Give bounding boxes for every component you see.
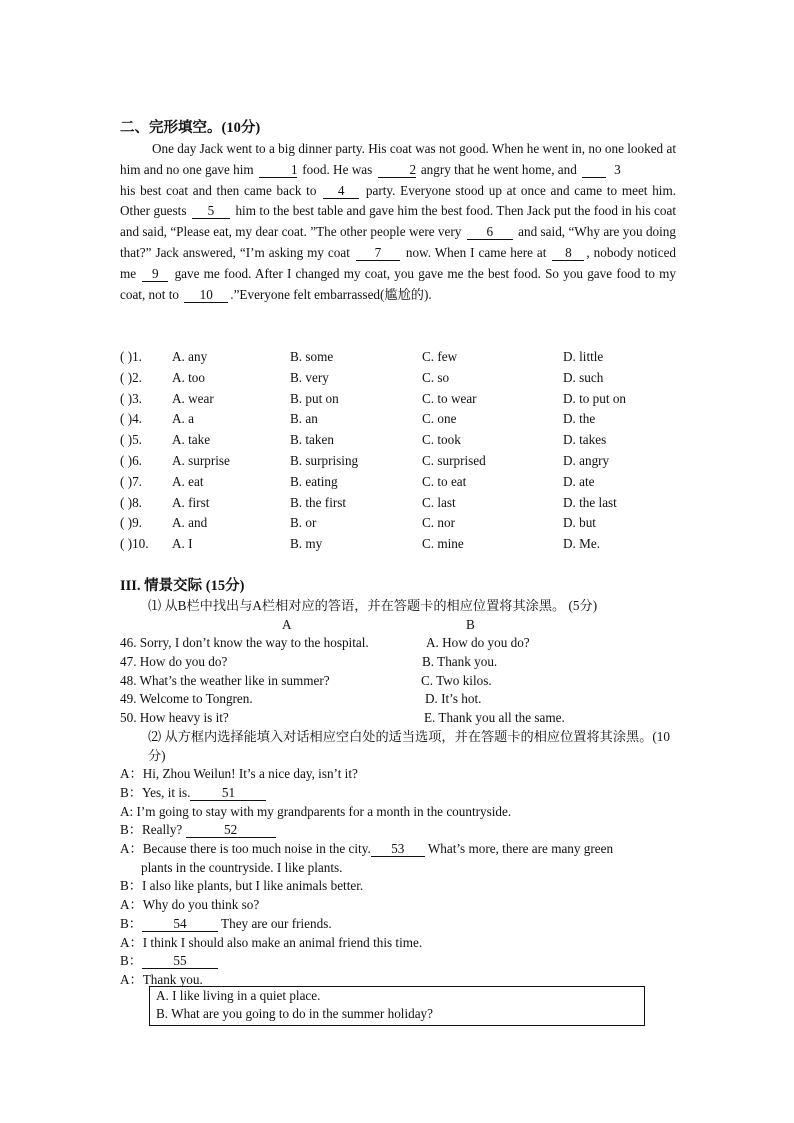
option-a: A. surprise [172, 452, 230, 468]
question-number: ( )1. [120, 349, 142, 364]
option-row [120, 513, 680, 534]
dialogue-blank-53: 53 [371, 842, 425, 857]
section-2-title: 二、完形填空。(10分) [120, 120, 261, 136]
box-option-a: A. I like living in a quiet place. [156, 988, 321, 1003]
dialogue-text: B：Really? [120, 822, 183, 838]
option-a: A. too [172, 369, 205, 385]
response-text: B. Thank you. [422, 654, 498, 670]
question-number: ( )3. [120, 390, 142, 406]
cloze-blank-1: 1 [259, 162, 297, 178]
matching-row [120, 634, 680, 653]
dialogue-line [120, 915, 680, 934]
response-text: C. Two kilos. [421, 672, 492, 688]
passage-text: One day Jack went to a big dinner party. His coat was not good. When he went in, no one looked at him and no one gave him [120, 141, 676, 177]
passage-text: gave me food. After I changed my coat, you gave me the best food. So you gave food to my coat, not to [120, 265, 677, 302]
column-a-header: A [282, 616, 292, 632]
dialogue-text: A：Because there is too much noise in the city. [120, 841, 371, 857]
situational-dialogue-section [120, 597, 680, 990]
option-row [120, 472, 680, 493]
matching-row [120, 690, 680, 709]
option-row [120, 534, 680, 555]
cloze-passage [120, 139, 676, 305]
option-a: A. any [172, 349, 208, 364]
cloze-blank-10: 10 [184, 287, 228, 303]
option-b: B. the first [290, 494, 347, 510]
question-number: ( )10. [120, 536, 149, 552]
response-text: E. Thank you all the same. [424, 710, 565, 726]
option-c: C. few [422, 349, 458, 364]
dialogue-line [120, 821, 680, 840]
question-number: ( )2. [120, 369, 142, 385]
option-d: D. takes [563, 432, 607, 448]
option-b: B. my [290, 536, 323, 552]
question-number: ( )4. [120, 411, 142, 427]
option-b: B. surprising [290, 452, 359, 468]
option-a: A. wear [172, 390, 214, 406]
option-c: C. mine [422, 536, 464, 552]
option-d: D. to put on [563, 390, 627, 406]
question-number: ( )8. [120, 494, 142, 510]
passage-text: .”Everyone felt embarrassed(尴尬的). [230, 286, 432, 302]
dialogue-line: A: I’m going to stay with my grandparents for a month in the countryside. [120, 803, 512, 819]
option-d: D. little [563, 349, 604, 364]
passage-text: now. When I came here at [405, 244, 547, 260]
matching-row [120, 672, 680, 691]
option-c: C. took [422, 432, 461, 448]
prompt-text: 48. What’s the weather like in summer? [120, 672, 330, 688]
dialogue-line: A：Thank you. [120, 971, 203, 987]
matching-row [120, 709, 680, 728]
option-row [120, 409, 680, 430]
option-d: D. the last [563, 494, 617, 510]
option-c: C. to wear [422, 390, 477, 406]
cloze-blank-5: 5 [192, 203, 230, 219]
option-b: B. some [290, 349, 334, 364]
cloze-blank-8: 8 [552, 245, 584, 261]
matching-row [120, 653, 680, 672]
question-number: ( )7. [120, 473, 142, 489]
option-a: A. I [172, 536, 193, 552]
prompt-text: 49. Welcome to Tongren. [120, 691, 253, 707]
column-headers [120, 616, 680, 635]
dialogue-text: B：Yes, it is. [120, 784, 191, 800]
passage-paragraph-1 [120, 139, 676, 181]
dialogue-text: They are our friends. [221, 915, 332, 931]
passage-text: food. He was [302, 161, 373, 177]
option-b: B. taken [290, 432, 334, 448]
passage-text: , nobody noticed me [120, 244, 677, 281]
section-3-title: III. 情景交际 (15分) [120, 578, 245, 594]
prompt-text: 46. Sorry, I don’t know the way to the hospital. [120, 635, 369, 651]
dialogue-blank-55: 55 [142, 954, 218, 969]
option-b: B. very [290, 369, 329, 385]
option-row [120, 389, 680, 410]
option-row [120, 430, 680, 451]
response-text: D. It’s hot. [425, 691, 482, 707]
option-c: C. nor [422, 515, 455, 531]
response-text: A. How do you do? [426, 635, 530, 651]
option-b: B. or [290, 515, 317, 531]
option-a: A. first [172, 494, 210, 510]
column-b-header: B [466, 616, 475, 632]
option-a: A. a [172, 411, 194, 427]
passage-text: and said, “Why are you doing that?” Jack answered, “I’m asking my coat [120, 224, 676, 260]
option-d: D. such [563, 369, 604, 385]
box-option-b: B. What are you going to do in the summer holiday? [156, 1006, 434, 1021]
option-d: D. Me. [563, 536, 600, 552]
dialogue-text: B： [120, 915, 142, 931]
dialogue-line: A：Why do you think so? [120, 897, 260, 913]
option-row [120, 493, 680, 514]
cloze-blank-2: 2 [378, 162, 416, 178]
option-a: A. take [172, 432, 211, 448]
passage-text: party. Everyone stood up at once and came to meet him. Other guests [120, 182, 677, 219]
option-row [120, 368, 680, 389]
question-number: ( )9. [120, 515, 142, 531]
dialogue-blank-54: 54 [142, 917, 218, 932]
option-row [120, 451, 680, 472]
passage-text: his best coat and then came back to [120, 182, 317, 198]
cloze-blank-9: 9 [142, 266, 168, 282]
dialogue-blank-51: 51 [190, 786, 266, 801]
cloze-options-list [120, 347, 680, 555]
dialogue-line: B：I also like plants, but I like animals better. [120, 878, 364, 894]
option-c: C. last [422, 494, 456, 510]
option-b: B. put on [290, 390, 339, 406]
prompt-text: 47. How do you do? [120, 654, 228, 670]
option-c: C. so [422, 369, 450, 385]
dialogue-line [120, 952, 680, 971]
dialogue-line-continued: plants in the countryside. I like plants. [141, 859, 343, 875]
option-c: C. surprised [422, 452, 486, 468]
dialogue-blank-52: 52 [186, 823, 276, 838]
option-a: A. eat [172, 473, 204, 489]
answer-options-box [149, 986, 645, 1026]
prompt-text: 50. How heavy is it? [120, 710, 229, 726]
option-c: C. to eat [422, 473, 467, 489]
dialogue-line: A：Hi, Zhou Weilun! It’s a nice day, isn’t it? [120, 766, 358, 782]
dialogue-line [120, 784, 680, 803]
option-d: D. but [563, 515, 596, 531]
part-2-instruction: ⑵ 从方框内选择能填入对话相应空白处的适当选项，并在答题卡的相应位置将其涂黑。(10分) [148, 728, 670, 763]
option-c: C. one [422, 411, 457, 427]
question-number: ( )5. [120, 432, 142, 448]
dialogue-text: B： [120, 953, 142, 969]
option-a: A. and [172, 515, 208, 531]
option-d: D. the [563, 411, 596, 427]
passage-text: him to the best table and gave him the best food. Then Jack put the food in his coat and said, “Please eat, my dear coat. ”The other people were very [120, 203, 677, 240]
question-number: ( )6. [120, 452, 142, 468]
option-b: B. eating [290, 473, 338, 489]
passage-text: angry that he went home, and [420, 161, 577, 177]
passage-paragraph-2 [120, 181, 676, 306]
option-row [120, 347, 680, 368]
dialogue-line [120, 840, 680, 859]
cloze-blank-6: 6 [467, 224, 513, 240]
dialogue-text: What’s more, there are many green [427, 841, 614, 857]
part-1-instruction: ⑴ 从B栏中找出与A栏相对应的答语，并在答题卡的相应位置将其涂黑。 (5分) [148, 598, 598, 613]
option-b: B. an [290, 411, 318, 427]
cloze-blank-3: 3 [582, 162, 606, 178]
cloze-blank-4: 4 [323, 183, 359, 199]
option-d: D. ate [563, 473, 595, 489]
option-d: D. angry [563, 452, 610, 468]
dialogue-line: A：I think I should also make an animal friend this time. [120, 934, 423, 950]
cloze-blank-7: 7 [356, 245, 400, 261]
